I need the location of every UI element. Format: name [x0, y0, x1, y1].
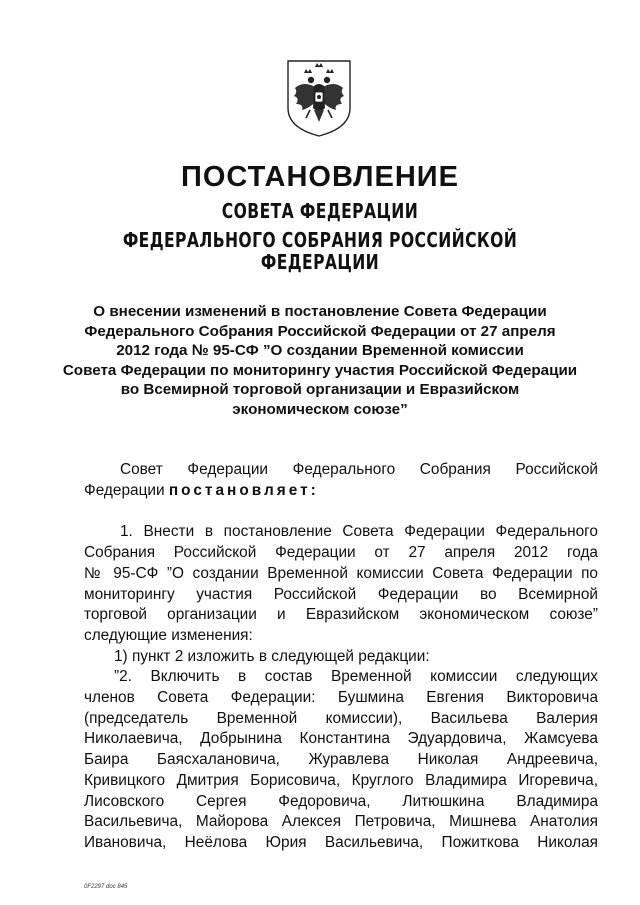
quote-line: ”2. Включить в состав Временной комиссии следующих: [114, 668, 598, 686]
item-line: торговой организации и Евразийском экономическом союзе”: [84, 606, 598, 624]
paragraph-gap: [84, 501, 598, 522]
subitem-line: 1) пункт 2 изложить в следующей редакции:: [114, 647, 430, 665]
quote-line: Баира Баясхалановича, Журавлева Николая Андреевича,: [84, 751, 598, 769]
quote-line: Васильевича, Майорова Алексея Петровича, Мишнева Анатолия: [84, 813, 598, 831]
document-title: ПОСТАНОВЛЕНИЕ: [181, 161, 459, 193]
coat-of-arms-emblem: [284, 58, 354, 138]
document-subject: [60, 302, 580, 419]
subject-line: 2012 года № 95-СФ ”О создании Временной комиссии: [116, 342, 524, 359]
item-line: Собрания Российской Федерации от 27 апреля 2012 года: [84, 544, 598, 562]
quote-line: (председатель Временной комиссии), Васильева Валерия: [84, 709, 598, 727]
item-line: следующие изменения:: [84, 626, 253, 644]
decree-word: постановляет:: [168, 481, 319, 499]
quote-line: Ивановича, Неёлова Юрия Васильевича, Пожиткова Николая: [84, 833, 598, 851]
document-code: 0F2297 doc 845: [84, 884, 128, 890]
item-line: № 95-СФ ”О создании Временной комиссии Совета Федерации по: [84, 564, 598, 582]
item-line: 1. Внести в постановление Совета Федерации Федерального: [120, 523, 598, 541]
quote-line: Кривицкого Дмитрия Борисовича, Круглого Владимира Игоревича,: [84, 771, 598, 789]
quote-line: Николаевича, Добрынина Константина Эдуардовича, Жамсуева: [84, 730, 598, 748]
subject-line: экономическом союзе”: [232, 400, 408, 418]
quote-line: Лисовского Сергея Федоровича, Литюшкина Владимира: [84, 792, 598, 810]
document-body: [84, 460, 598, 854]
issuing-body-line-2: ФЕДЕРАЛЬНОГО СОБРАНИЯ РОССИЙСКОЙ ФЕДЕРАЦИИ: [122, 228, 518, 274]
subject-line: О внесении изменений в постановление Совета Федерации: [93, 303, 547, 320]
preamble-line: Совет Федерации Федерального Собрания Российской: [120, 461, 598, 478]
issuing-body-line-1: СОВЕТА ФЕДЕРАЦИИ: [221, 199, 419, 223]
preamble-line: [84, 481, 598, 502]
preamble-text: Федерации: [84, 481, 165, 499]
subject-line: Федерального Собрания Российской Федерации от 27 апреля: [84, 322, 556, 340]
item-line: мониторингу участия Российской Федерации во Всемирной: [84, 585, 598, 603]
subject-line: во Всемирной торговой организации и Евразийском: [120, 381, 520, 398]
quote-line: членов Совета Федерации: Бушмина Евгения Викторовича: [84, 689, 598, 707]
subject-line: Совета Федерации по мониторингу участия Российской Федерации: [62, 361, 578, 379]
